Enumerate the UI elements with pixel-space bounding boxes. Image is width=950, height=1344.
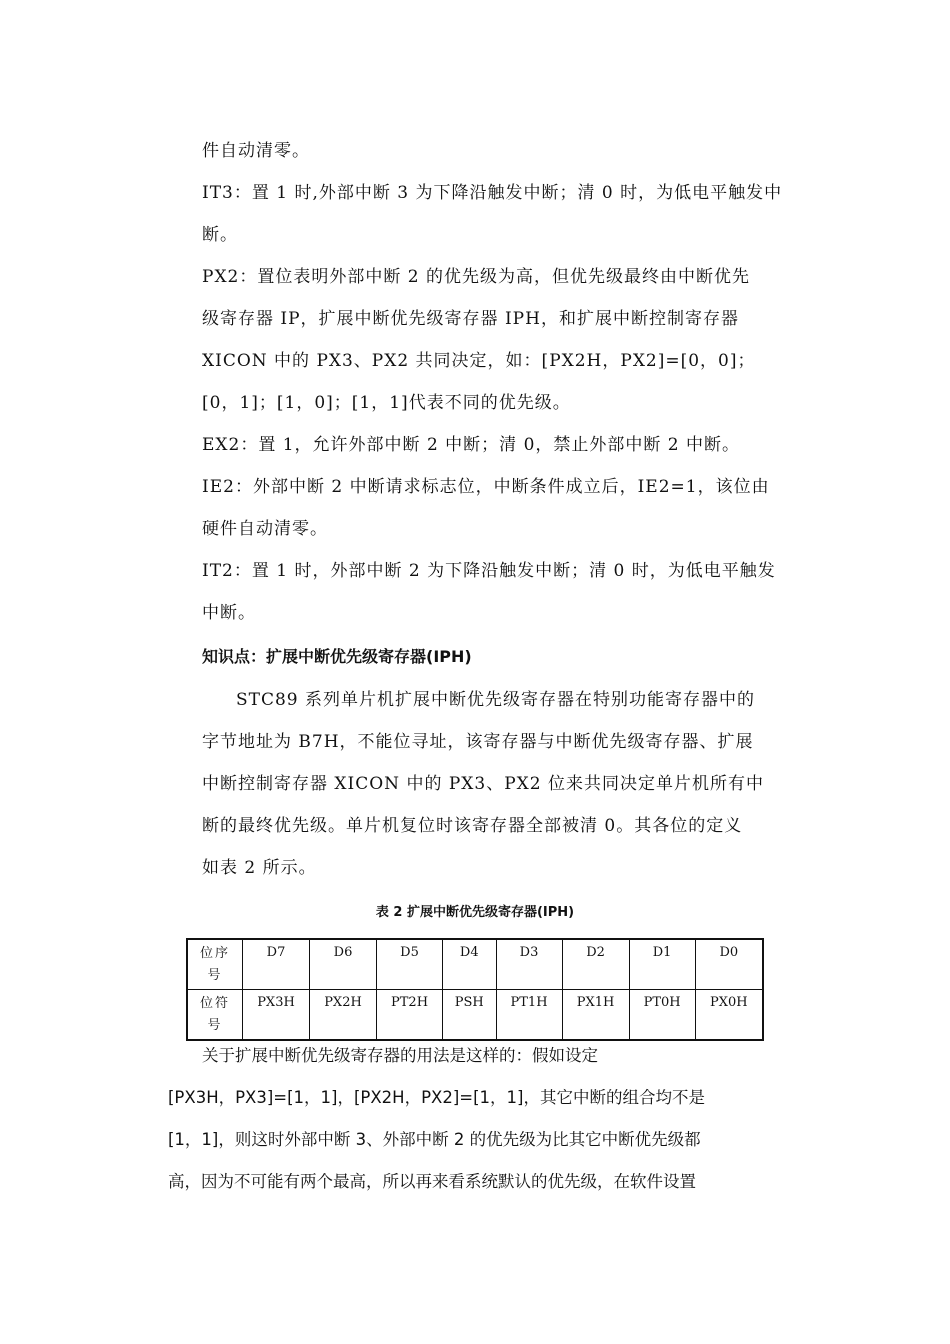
paragraph-line: 硬件自动清零。 [202, 519, 328, 539]
paragraph-line: 中断。 [202, 603, 256, 623]
section-heading: 知识点：扩展中断优先级寄存器(IPH) [202, 647, 472, 666]
paragraph-line: 件自动清零。 [202, 141, 310, 161]
closing-line: [1，1]，则这时外部中断 3、外部中断 2 的优先级为比其它中断优先级都 [168, 1130, 701, 1149]
table-cell: PSH [443, 990, 496, 1041]
paragraph-line: IE2：外部中断 2 中断请求标志位，中断条件成立后，IE2=1，该位由 [202, 477, 770, 497]
table-cell: PT0H [629, 990, 695, 1041]
paragraph-line: 级寄存器 IP，扩展中断优先级寄存器 IPH，和扩展中断控制寄存器 [202, 309, 739, 329]
table-row-bit-order [187, 939, 763, 990]
closing-line: [PX3H，PX3]=[1，1]，[PX2H，PX2]=[1，1]，其它中断的组合均不是 [168, 1088, 705, 1107]
table-row-bit-symbol [187, 990, 763, 1041]
paragraph-line: 断。 [202, 225, 238, 245]
table-cell: D5 [377, 939, 443, 990]
paragraph-line: PX2：置位表明外部中断 2 的优先级为高，但优先级最终由中断优先 [202, 267, 750, 287]
table-cell: D1 [629, 939, 695, 990]
intro-line: 断的最终优先级。单片机复位时该寄存器全部被清 0。其各位的定义 [202, 816, 743, 836]
table-cell: D4 [443, 939, 496, 990]
intro-line: 字节地址为 B7H，不能位寻址，该寄存器与中断优先级寄存器、扩展 [202, 732, 754, 752]
table-cell: D7 [243, 939, 310, 990]
table-cell: PT1H [496, 990, 562, 1041]
table-cell: PT2H [377, 990, 443, 1041]
paragraph-line: EX2：置 1，允许外部中断 2 中断；清 0，禁止外部中断 2 中断。 [202, 435, 741, 455]
table-cell: PX0H [695, 990, 763, 1041]
table-cell: D6 [310, 939, 377, 990]
iph-register-table [186, 938, 764, 1041]
table-cell: PX1H [562, 990, 629, 1041]
table-cell: D0 [695, 939, 763, 990]
intro-line: 如表 2 所示。 [202, 858, 317, 878]
table-cell: PX3H [243, 990, 310, 1041]
paragraph-line: IT3：置 1 时,外部中断 3 为下降沿触发中断；清 0 时，为低电平触发中 [202, 183, 783, 203]
table-cell: PX2H [310, 990, 377, 1041]
paragraph-line: IT2：置 1 时，外部中断 2 为下降沿触发中断；清 0 时，为低电平触发 [202, 561, 776, 581]
intro-line: STC89 系列单片机扩展中断优先级寄存器在特别功能寄存器中的 [236, 690, 756, 710]
intro-line: 中断控制寄存器 XICON 中的 PX3、PX2 位来共同决定单片机所有中 [202, 774, 764, 794]
closing-line: 关于扩展中断优先级寄存器的用法是这样的：假如设定 [202, 1046, 598, 1065]
closing-line: 高，因为不可能有两个最高，所以再来看系统默认的优先级，在软件设置 [168, 1172, 696, 1191]
table-caption: 表 2 扩展中断优先级寄存器(IPH) [375, 905, 575, 920]
paragraph-line: XICON 中的 PX3、PX2 共同决定，如：[PX2H，PX2]=[0，0]； [202, 351, 756, 371]
table-header-cell: 位符 号 [187, 990, 243, 1041]
table-cell: D2 [562, 939, 629, 990]
table-cell: D3 [496, 939, 562, 990]
table-header-cell: 位序 号 [187, 939, 243, 990]
paragraph-line: [0，1]；[1，0]；[1，1]代表不同的优先级。 [202, 393, 571, 413]
